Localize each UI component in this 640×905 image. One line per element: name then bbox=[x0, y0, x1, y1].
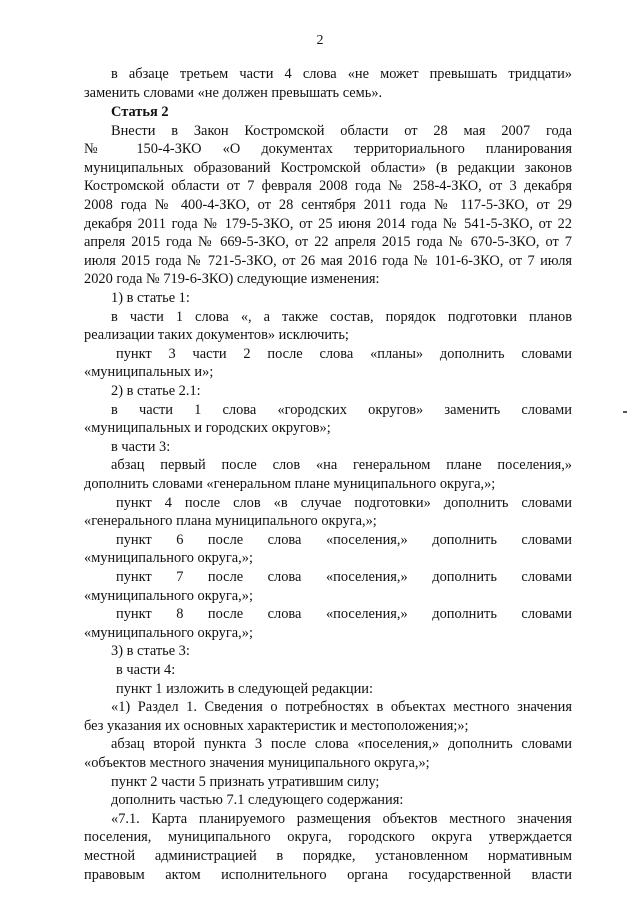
text-line: без указания их основных характеристик и местоположения;»; bbox=[84, 718, 469, 734]
text-line: в части 3: bbox=[111, 439, 171, 455]
page-number: 2 bbox=[316, 33, 324, 48]
text-line: Внести в Закон Костромской области от 28 мая 2007 года bbox=[111, 123, 572, 139]
text-line: декабря 2011 года № 179-5-ЗКО, от 25 июня 2014 года № 541-5-ЗКО, от 22 bbox=[84, 216, 572, 232]
text-line: дополнить частью 7.1 следующего содержания: bbox=[111, 792, 404, 808]
text-line: пункт 3 части 2 после слова «планы» дополнить словами bbox=[116, 346, 572, 362]
text-line: реализации таких документов» исключить; bbox=[84, 327, 349, 343]
text-line: Костромской области от 7 февраля 2008 года № 258-4-ЗКО, от 3 декабря bbox=[84, 178, 572, 194]
text-line: в абзаце третьем части 4 слова «не может превышать тридцати» bbox=[111, 66, 572, 82]
text-line: «объектов местного значения муниципального округа,»; bbox=[84, 755, 430, 771]
text-line: в части 1 слова «, а также состав, порядок подготовки планов bbox=[111, 309, 572, 325]
text-line: 2020 года № 719-6-ЗКО) следующие изменения: bbox=[84, 271, 380, 287]
scan-speck bbox=[623, 411, 627, 413]
text-line: «муниципального округа,»; bbox=[84, 588, 253, 604]
text-line: пункт 2 части 5 признать утратившим силу; bbox=[111, 774, 380, 790]
text-line: абзац второй пункта 3 после слова «поселения,» дополнить словами bbox=[111, 736, 572, 752]
text-line: «муниципальных и городских округов»; bbox=[84, 420, 331, 436]
text-line: 1) в статье 1: bbox=[111, 290, 190, 306]
text-line: пункт 8 после слова «поселения,» дополнить словами bbox=[116, 606, 572, 622]
text-line: муниципальных образований Костромской области» (в редакции законов bbox=[84, 160, 572, 176]
text-line: «муниципального округа,»; bbox=[84, 625, 253, 641]
text-line: 2) в статье 2.1: bbox=[111, 383, 201, 399]
text-line: «муниципальных и»; bbox=[84, 364, 214, 380]
text-line: 3) в статье 3: bbox=[111, 643, 190, 659]
text-line: 2008 года № 400-4-ЗКО, от 28 сентября 2011 года № 117-5-ЗКО, от 29 bbox=[84, 197, 572, 213]
text-line: июля 2015 года № 721-5-ЗКО, от 26 мая 2016 года № 101-6-ЗКО, от 7 июля bbox=[84, 253, 572, 269]
text-line: в части 1 слова «городских округов» заменить словами bbox=[111, 402, 572, 418]
text-line: местной администрацией в порядке, установленном нормативным bbox=[84, 848, 572, 864]
text-line: пункт 1 изложить в следующей редакции: bbox=[116, 681, 373, 697]
text-line: № 150-4-ЗКО «О документах территориального планирования bbox=[84, 141, 572, 157]
text-line: пункт 4 после слов «в случае подготовки» дополнить словами bbox=[116, 495, 572, 511]
text-line: «1) Раздел 1. Сведения о потребностях в объектах местного значения bbox=[111, 699, 572, 715]
text-line: заменить словами «не должен превышать семь». bbox=[84, 85, 383, 101]
text-line: пункт 6 после слова «поселения,» дополнить словами bbox=[116, 532, 572, 548]
text-line: апреля 2015 года № 669-5-ЗКО, от 22 апреля 2015 года № 670-5-ЗКО, от 7 bbox=[84, 234, 572, 250]
text-line: пункт 7 после слова «поселения,» дополнить словами bbox=[116, 569, 572, 585]
text-line: правовым актом исполнительного органа государственной власти bbox=[84, 867, 572, 883]
text-line: поселения, муниципального округа, городского округа утверждается bbox=[84, 829, 572, 845]
text-line: «7.1. Карта планируемого размещения объектов местного значения bbox=[111, 811, 572, 827]
text-line: «муниципального округа,»; bbox=[84, 550, 253, 566]
text-line: дополнить словами «генеральном плане муниципального округа,»; bbox=[84, 476, 496, 492]
article-heading: Статья 2 bbox=[111, 104, 169, 120]
text-line: «генерального плана муниципального округа,»; bbox=[84, 513, 377, 529]
text-line: в части 4: bbox=[116, 662, 176, 678]
text-line: абзац первый после слов «на генеральном плане поселения,» bbox=[111, 457, 572, 473]
